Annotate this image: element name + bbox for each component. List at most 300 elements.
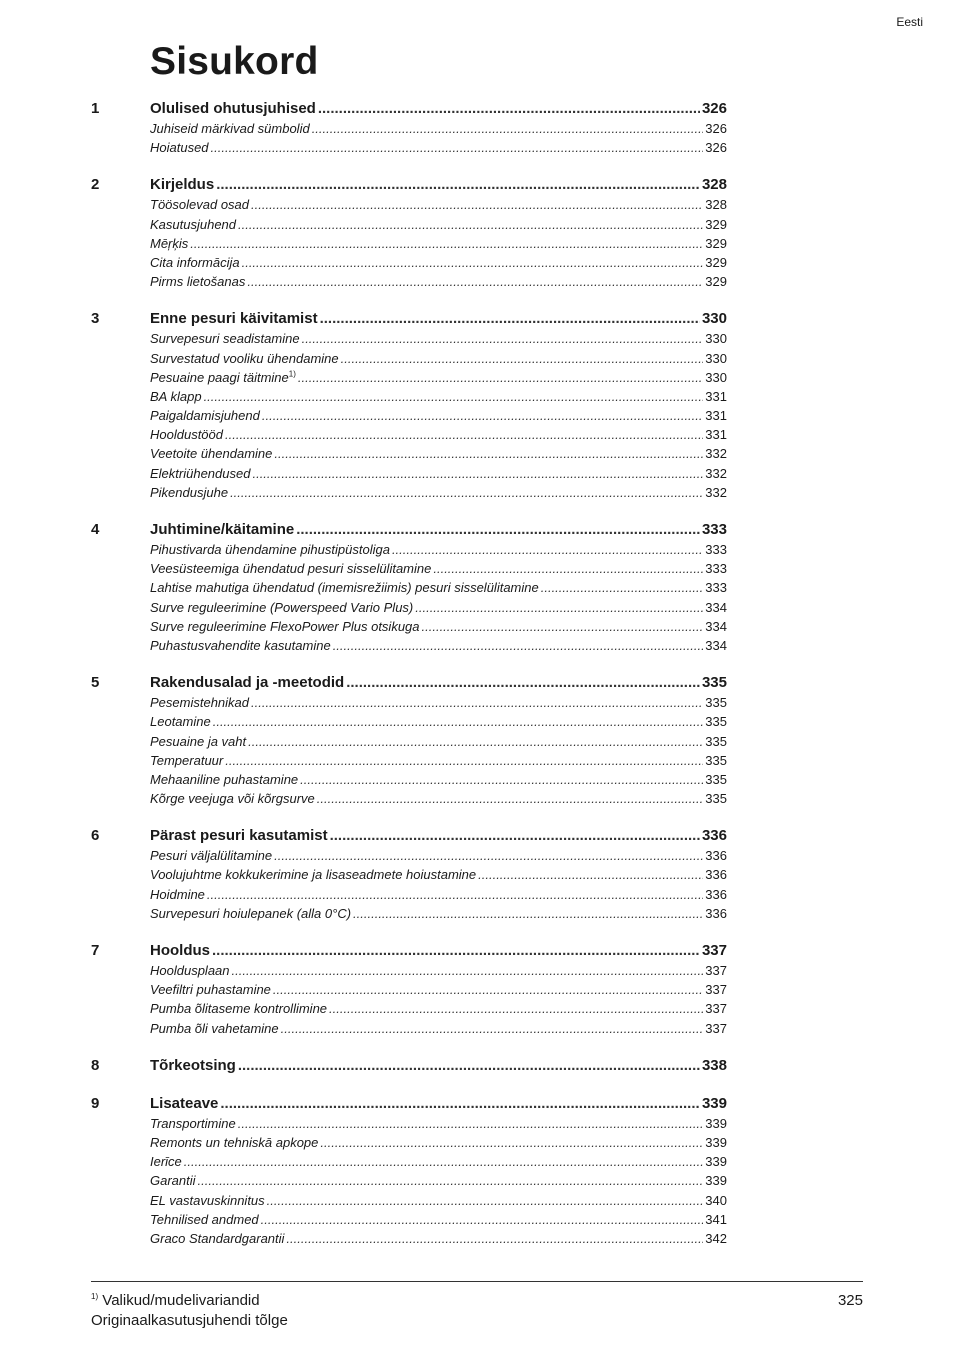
- toc-entry: [150, 1229, 727, 1248]
- toc-subsection-row[interactable]: [0, 119, 954, 138]
- subsection-title: Mehaaniline puhastamine: [150, 771, 299, 787]
- footnote: [91, 1292, 260, 1309]
- dot-leader: [198, 1171, 704, 1190]
- subsection-page: 335: [705, 771, 727, 787]
- language-label: Eesti: [896, 15, 923, 29]
- toc-subsection-row[interactable]: [0, 712, 954, 731]
- subsection-page: 337: [705, 982, 727, 998]
- toc-entry: [150, 559, 727, 578]
- subsection-label: [150, 349, 341, 368]
- toc-entry: [150, 368, 727, 387]
- subsection-title: EL vastavuskinnitus: [150, 1192, 265, 1208]
- toc-subsection-row[interactable]: [0, 999, 954, 1018]
- dot-leader: [318, 99, 700, 119]
- subsection-page: 335: [705, 714, 727, 730]
- subsection-label: [150, 999, 329, 1018]
- toc-entry: [150, 1171, 727, 1190]
- subsection-page: 340: [705, 1192, 727, 1208]
- toc-subsection-row[interactable]: [0, 559, 954, 578]
- chapter-page: 339: [701, 1094, 727, 1112]
- toc-section: [0, 1094, 954, 1248]
- toc-chapter-row[interactable]: [0, 309, 954, 329]
- subsection-label: [150, 617, 422, 636]
- subsection-page: 334: [705, 599, 727, 615]
- toc-subsection-row[interactable]: [0, 1191, 954, 1210]
- subsection-title: Veefiltri puhastamine: [150, 982, 271, 998]
- subsection-page: 329: [705, 235, 727, 251]
- toc-subsection-row[interactable]: [0, 368, 954, 387]
- toc-chapter-row[interactable]: [0, 1056, 954, 1076]
- dot-leader: [238, 1056, 700, 1076]
- dot-leader: [225, 425, 703, 444]
- subsection-label: [150, 425, 225, 444]
- subsection-title: Hoiatused: [150, 140, 209, 156]
- toc-subsection-row[interactable]: [0, 387, 954, 406]
- toc-entry: [150, 175, 727, 195]
- subsection-page: 331: [705, 388, 727, 404]
- dot-leader: [225, 751, 703, 770]
- subsection-label: [150, 234, 190, 253]
- subsection-page: 330: [705, 369, 727, 385]
- toc-section: [0, 1056, 954, 1076]
- toc-subsection-row[interactable]: [0, 1210, 954, 1229]
- toc-subsection-row[interactable]: [0, 578, 954, 597]
- toc-subsection-row[interactable]: [0, 329, 954, 348]
- dot-leader: [238, 215, 703, 234]
- dot-leader: [312, 119, 704, 138]
- toc-entry: [150, 1133, 727, 1152]
- subsection-page: 336: [705, 848, 727, 864]
- chapter-number: 3: [91, 310, 100, 328]
- toc-subsection-row[interactable]: [0, 464, 954, 483]
- chapter-number: 5: [91, 674, 100, 692]
- subsection-page: 335: [705, 791, 727, 807]
- toc-section: [0, 309, 954, 502]
- toc-entry: [150, 119, 727, 138]
- toc-entry: [150, 693, 727, 712]
- toc-subsection-row[interactable]: [0, 980, 954, 999]
- subsection-page: 330: [705, 350, 727, 366]
- dot-leader: [415, 598, 703, 617]
- toc-subsection-row[interactable]: [0, 272, 954, 291]
- subsection-label: [150, 329, 302, 348]
- toc-subsection-row[interactable]: [0, 732, 954, 751]
- subsection-title: Pesuri väljalülitamine: [150, 848, 273, 864]
- toc-entry: [150, 846, 727, 865]
- toc-entry: [150, 598, 727, 617]
- toc-entry: [150, 673, 727, 693]
- chapter-page: 333: [701, 521, 727, 538]
- toc-entry: [150, 1191, 727, 1210]
- subsection-title: Kasutusjuhend: [150, 216, 237, 232]
- subsection-page: 326: [705, 140, 727, 156]
- subsection-page: 334: [705, 637, 727, 653]
- chapter-title: Olulised ohutusjuhised: [150, 100, 316, 117]
- subsection-page: 335: [705, 733, 727, 749]
- subsection-label: [150, 1019, 281, 1038]
- toc-subsection-row[interactable]: [0, 693, 954, 712]
- dot-leader: [346, 673, 700, 693]
- footnote-text: Valikud/mudelivariandid: [102, 1292, 260, 1309]
- subsection-label: [150, 559, 433, 578]
- toc-entry: [150, 272, 727, 291]
- subsection-label: [150, 272, 247, 291]
- dot-leader: [251, 693, 703, 712]
- toc-entry: [150, 885, 727, 904]
- subsection-label: [150, 464, 252, 483]
- toc-entry: [150, 789, 727, 808]
- dot-leader: [274, 444, 703, 463]
- subsection-label: [150, 1210, 261, 1229]
- subsection-title: Juhiseid märkivad sümbolid: [150, 121, 310, 136]
- subsection-page: 332: [705, 465, 727, 481]
- toc-subsection-row[interactable]: [0, 1114, 954, 1133]
- subsection-label: [150, 138, 211, 157]
- chapter-page: 330: [701, 310, 727, 328]
- subsection-page: 341: [705, 1211, 727, 1227]
- dot-leader: [320, 1133, 703, 1152]
- dot-leader: [273, 980, 703, 999]
- subsection-title: Surve reguleerimine FlexoPower Plus otsikuga: [150, 618, 420, 634]
- subsection-page: 329: [705, 274, 727, 290]
- toc-chapter-row[interactable]: [0, 520, 954, 540]
- dot-leader: [207, 885, 703, 904]
- chapter-title: Rakendusalad ja -meetodid: [150, 674, 345, 692]
- toc-subsection-row[interactable]: [0, 636, 954, 655]
- dot-leader: [267, 1191, 704, 1210]
- subsection-title: Pesemistehnikad: [150, 695, 249, 711]
- subsection-title: Voolujuhtme kokkukerimine ja lisaseadmete hoiustamine: [150, 867, 477, 883]
- chapter-number: 8: [91, 1056, 100, 1074]
- toc-entry: [150, 865, 727, 884]
- toc-subsection-row[interactable]: [0, 215, 954, 234]
- chapter-title: Kirjeldus: [150, 176, 215, 194]
- toc-entry: [150, 961, 727, 980]
- dot-leader: [252, 464, 703, 483]
- toc-subsection-row[interactable]: [0, 444, 954, 463]
- subsection-page: 337: [705, 963, 727, 978]
- footnote-mark: 1): [91, 1292, 99, 1301]
- chapter-number: 1: [91, 100, 100, 117]
- subsection-title: Pesuaine paagi täitmine: [150, 369, 289, 385]
- chapter-number: 2: [91, 176, 100, 194]
- toc-subsection-row[interactable]: [0, 1019, 954, 1038]
- dot-leader: [286, 1229, 703, 1248]
- subsection-page: 334: [705, 618, 727, 634]
- toc-subsection-row[interactable]: [0, 1229, 954, 1248]
- toc-subsection-row[interactable]: [0, 195, 954, 214]
- subsection-title: Transportimine: [150, 1115, 236, 1131]
- dot-leader: [248, 732, 703, 751]
- dot-leader: [232, 961, 704, 980]
- toc-entry: [150, 578, 727, 597]
- toc-section: [0, 520, 954, 655]
- toc-entry: [150, 904, 727, 923]
- toc-subsection-row[interactable]: [0, 770, 954, 789]
- dot-leader: [541, 578, 704, 597]
- toc-entry: [150, 1152, 727, 1171]
- dot-leader: [238, 1114, 704, 1133]
- toc-chapter-row[interactable]: [0, 175, 954, 195]
- toc-entry: [150, 540, 727, 559]
- toc-entry: [150, 1094, 727, 1114]
- toc-chapter-row[interactable]: [0, 1094, 954, 1114]
- toc-entry: [150, 617, 727, 636]
- dot-leader: [330, 826, 700, 846]
- subsection-title: Survestatud vooliku ühendamine: [150, 350, 339, 366]
- translation-note: Originaalkasutusjuhendi tõlge: [91, 1312, 288, 1329]
- dot-leader: [281, 1019, 704, 1038]
- subsection-label: [150, 732, 248, 751]
- subsection-label: [150, 1229, 286, 1248]
- subsection-page: 336: [705, 905, 727, 921]
- toc-entry: [150, 712, 727, 731]
- subsection-page: 330: [705, 331, 727, 347]
- toc-chapter-row[interactable]: [0, 673, 954, 693]
- toc-chapter-row[interactable]: [0, 941, 954, 961]
- subsection-page: 329: [705, 216, 727, 232]
- subsection-label: [150, 980, 273, 999]
- dot-leader: [220, 1094, 700, 1114]
- toc-entry: [150, 1114, 727, 1133]
- subsection-title: Töösolevad osad: [150, 197, 250, 213]
- toc-subsection-row[interactable]: [0, 598, 954, 617]
- toc-subsection-row[interactable]: [0, 885, 954, 904]
- toc-entry: [150, 253, 727, 272]
- subsection-label: [150, 119, 312, 138]
- toc-entry: [150, 387, 727, 406]
- toc-chapter-row[interactable]: [0, 826, 954, 846]
- dot-leader: [213, 712, 704, 731]
- subsection-label: [150, 598, 415, 617]
- subsection-page: 335: [705, 752, 727, 768]
- subsection-title: Paigaldamisjuhend: [150, 408, 260, 424]
- chapter-page: 326: [701, 100, 727, 117]
- chapter-number: 9: [91, 1094, 100, 1112]
- toc-entry: [150, 1056, 727, 1076]
- toc-entry: [150, 1210, 727, 1229]
- subsection-title: Ierīce: [150, 1154, 182, 1170]
- subsection-label: [150, 712, 213, 731]
- subsection-page: 339: [705, 1173, 727, 1189]
- subsection-title: Pihustivarda ühendamine pihustipüstoliga: [150, 542, 390, 557]
- subsection-page: 339: [705, 1134, 727, 1150]
- subsection-page: 336: [705, 886, 727, 902]
- dot-leader: [478, 865, 703, 884]
- dot-leader: [320, 309, 700, 329]
- subsection-page: 328: [705, 197, 727, 213]
- chapter-page: 337: [701, 942, 727, 959]
- subsection-title: Survepesuri seadistamine: [150, 331, 300, 347]
- subsection-label: [150, 406, 262, 425]
- toc-entry: [150, 941, 727, 961]
- subsection-title: Puhastusvahendite kasutamine: [150, 637, 331, 653]
- subsection-page: 331: [705, 408, 727, 424]
- subsection-label: [150, 961, 232, 980]
- subsection-title: Lahtise mahutiga ühendatud (imemisrežiimis) pesuri sisselülitamine: [150, 580, 539, 596]
- subsection-title: Pirms lietošanas: [150, 274, 246, 290]
- toc-subsection-row[interactable]: [0, 425, 954, 444]
- subsection-title: Survepesuri hoiulepanek (alla 0°C): [150, 905, 352, 921]
- page-number: 325: [837, 1292, 863, 1309]
- dot-leader: [261, 1210, 704, 1229]
- chapter-page: 338: [701, 1056, 727, 1074]
- dot-leader: [212, 941, 700, 961]
- subsection-label: [150, 215, 238, 234]
- subsection-label: [150, 865, 478, 884]
- toc-subsection-row[interactable]: [0, 1171, 954, 1190]
- chapter-title: Tõrkeotsing: [150, 1056, 236, 1074]
- toc-section: [0, 826, 954, 923]
- toc-subsection-row[interactable]: [0, 234, 954, 253]
- subsection-label: [150, 789, 317, 808]
- subsection-label: [150, 904, 353, 923]
- page-title: Sisukord: [150, 40, 319, 83]
- toc-subsection-row[interactable]: [0, 349, 954, 368]
- subsection-page: 326: [705, 121, 727, 136]
- toc-subsection-row[interactable]: [0, 617, 954, 636]
- subsection-title: Pikendusjuhe: [150, 484, 229, 500]
- toc-subsection-row[interactable]: [0, 253, 954, 272]
- subsection-title: Pesuaine ja vaht: [150, 733, 247, 749]
- subsection-label: [150, 770, 300, 789]
- toc-chapter-row[interactable]: [0, 99, 954, 119]
- subsection-label: [150, 1114, 238, 1133]
- subsection-page: 329: [705, 254, 727, 270]
- toc-subsection-row[interactable]: [0, 846, 954, 865]
- subsection-label: [150, 444, 274, 463]
- toc-subsection-row[interactable]: [0, 904, 954, 923]
- toc-entry: [150, 1019, 727, 1038]
- subsection-title: Elektriühendused: [150, 465, 251, 481]
- subsection-page: 342: [705, 1230, 727, 1246]
- subsection-label: [150, 693, 251, 712]
- toc-section: [0, 673, 954, 808]
- chapter-number: 4: [91, 521, 100, 538]
- dot-leader: [262, 406, 703, 425]
- toc-entry: [150, 234, 727, 253]
- dot-leader: [242, 253, 704, 272]
- subsection-label: [150, 368, 298, 387]
- subsection-label: [150, 578, 541, 597]
- subsection-title: Graco Standardgarantii: [150, 1230, 285, 1246]
- subsection-title: Veesüsteemiga ühendatud pesuri sisselülitamine: [150, 561, 432, 577]
- subsection-label: [150, 540, 392, 559]
- subsection-label: [150, 751, 225, 770]
- toc-entry: [150, 99, 727, 119]
- dot-leader: [392, 540, 703, 559]
- subsection-page: 339: [705, 1115, 727, 1131]
- dot-leader: [184, 1152, 704, 1171]
- subsection-title: Pumba õlitaseme kontrollimine: [150, 1001, 328, 1017]
- subsection-title: Garantii: [150, 1173, 196, 1189]
- toc-subsection-row[interactable]: [0, 540, 954, 559]
- subsection-page: 336: [705, 867, 727, 883]
- toc-entry: [150, 732, 727, 751]
- subsection-title: Veetoite ühendamine: [150, 446, 273, 462]
- subsection-label: [150, 885, 207, 904]
- toc-subsection-row[interactable]: [0, 138, 954, 157]
- toc-entry: [150, 425, 727, 444]
- toc-subsection-row[interactable]: [0, 1133, 954, 1152]
- toc-entry: [150, 349, 727, 368]
- dot-leader: [329, 999, 703, 1018]
- dot-leader: [422, 617, 704, 636]
- subsection-title: Leotamine: [150, 714, 211, 730]
- chapter-title: Pärast pesuri kasutamist: [150, 827, 328, 845]
- subsection-title: Kõrge veejuga või kõrgsurve: [150, 791, 315, 807]
- toc-entry: [150, 329, 727, 348]
- dot-leader: [317, 789, 704, 808]
- toc-entry: [150, 464, 727, 483]
- subsection-label: [150, 1152, 184, 1171]
- subsection-label: [150, 1171, 198, 1190]
- subsection-label: [150, 195, 251, 214]
- subsection-title: Pumba õli vahetamine: [150, 1020, 279, 1036]
- toc-section: [0, 941, 954, 1038]
- subsection-page: 333: [705, 580, 727, 596]
- chapter-title: Hooldus: [150, 942, 210, 959]
- dot-leader: [300, 770, 703, 789]
- subsection-title: Hooldusplaan: [150, 963, 230, 978]
- dot-leader: [353, 904, 703, 923]
- dot-leader: [216, 175, 700, 195]
- footer-divider: [91, 1281, 863, 1282]
- subsection-title: Temperatuur: [150, 752, 224, 768]
- subsection-page: 335: [705, 695, 727, 711]
- toc-entry: [150, 751, 727, 770]
- toc-entry: [150, 520, 727, 540]
- subsection-page: 332: [705, 484, 727, 500]
- subsection-page: 339: [705, 1154, 727, 1170]
- toc-subsection-row[interactable]: [0, 483, 954, 502]
- subsection-label: [150, 636, 333, 655]
- toc-subsection-row[interactable]: [0, 789, 954, 808]
- chapter-number: 6: [91, 827, 100, 845]
- dot-leader: [230, 483, 703, 502]
- dot-leader: [341, 349, 704, 368]
- toc-subsection-row[interactable]: [0, 865, 954, 884]
- toc-entry: [150, 636, 727, 655]
- toc-subsection-row[interactable]: [0, 751, 954, 770]
- dot-leader: [298, 368, 703, 387]
- subsection-title: Mēŗķis: [150, 235, 189, 251]
- dot-leader: [333, 636, 704, 655]
- footnote-reference: 1): [288, 369, 296, 379]
- dot-leader: [274, 846, 703, 865]
- toc-entry: [150, 309, 727, 329]
- chapter-number: 7: [91, 942, 100, 959]
- toc-section: [0, 175, 954, 291]
- chapter-title: Lisateave: [150, 1094, 219, 1112]
- toc-entry: [150, 826, 727, 846]
- subsection-page: 332: [705, 446, 727, 462]
- toc-subsection-row[interactable]: [0, 1152, 954, 1171]
- subsection-page: 337: [705, 1001, 727, 1017]
- toc-subsection-row[interactable]: [0, 961, 954, 980]
- dot-leader: [211, 138, 704, 157]
- subsection-title: Remonts un tehniskā apkope: [150, 1134, 319, 1150]
- subsection-title: Tehnilised andmed: [150, 1211, 259, 1227]
- subsection-title: Hooldustööd: [150, 427, 223, 443]
- chapter-page: 328: [701, 176, 727, 194]
- subsection-page: 333: [705, 561, 727, 577]
- toc-subsection-row[interactable]: [0, 406, 954, 425]
- chapter-title: Enne pesuri käivitamist: [150, 310, 318, 328]
- toc-entry: [150, 999, 727, 1018]
- subsection-page: 333: [705, 542, 727, 557]
- toc-entry: [150, 195, 727, 214]
